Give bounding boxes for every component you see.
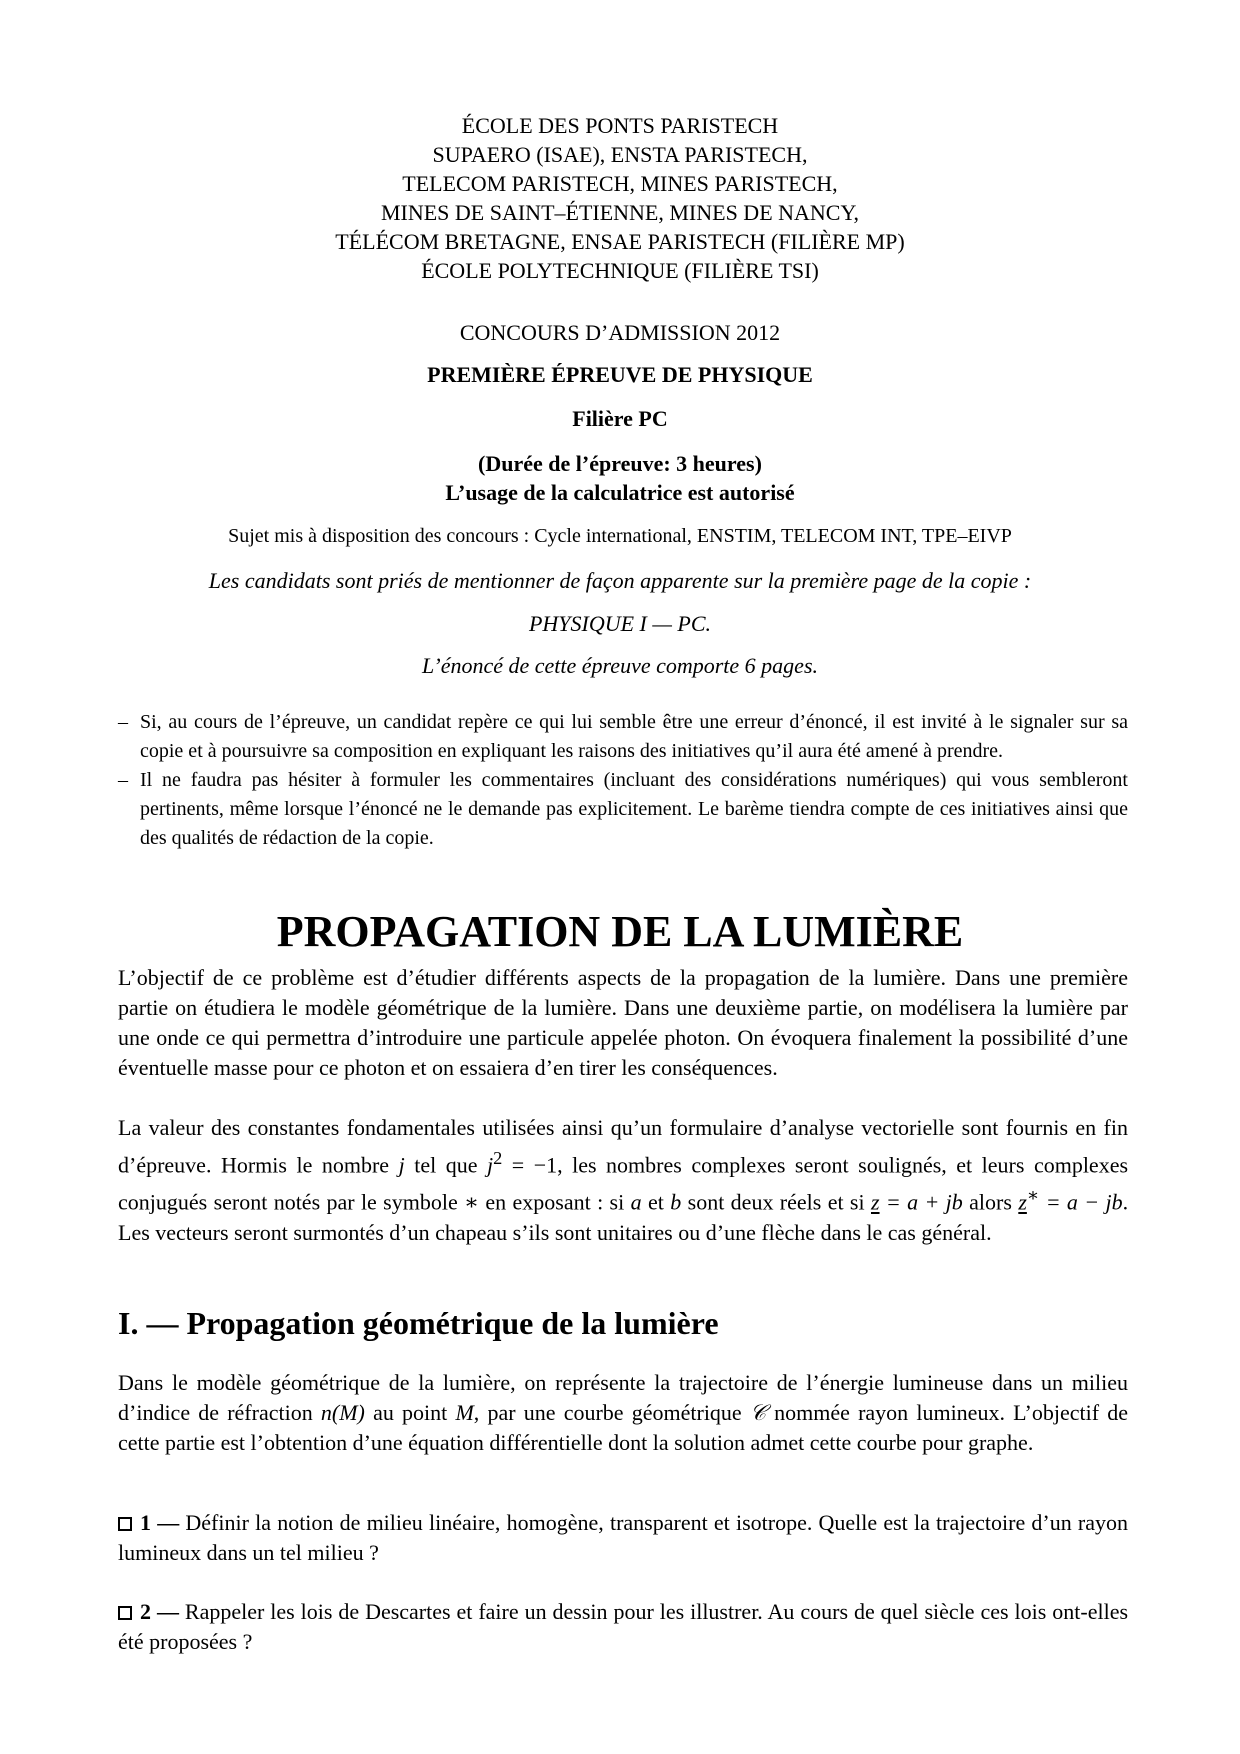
section-title: I. — Propagation géométrique de la lumière (118, 1305, 719, 1341)
school-line: TÉLÉCOM BRETAGNE, ENSAE PARISTECH (FILIÈRE MP) (335, 229, 905, 254)
school-line: ÉCOLE DES PONTS PARISTECH (461, 113, 779, 138)
instructions-list (118, 708, 1128, 853)
school-line: SUPAERO (ISAE), ENSTA PARISTECH, (432, 142, 808, 167)
duration-line: (Durée de l’épreuve: 3 heures) (478, 451, 762, 476)
checkbox-icon (118, 1517, 132, 1531)
filiere-label: Filière PC (572, 406, 668, 431)
school-line: TELECOM PARISTECH, MINES PARISTECH, (402, 171, 838, 196)
concours-line: CONCOURS D’ADMISSION 2012 (459, 320, 781, 345)
instruction-item: – Si, au cours de l’épreuve, un candidat repère ce qui lui semble être une erreur d’énoncé, il est invité à le signaler sur sa copie et à poursuivre sa composition en expliquant les raisons des initiatives qu’il aura été amené à prendre. (118, 708, 1128, 766)
question-number: 2 — (140, 1599, 179, 1624)
sujet-line: Sujet mis à disposition des concours : Cycle international, ENSTIM, TELECOM INT, TPE–EIVP (228, 525, 1012, 547)
school-line: MINES DE SAINT–ÉTIENNE, MINES DE NANCY, (380, 200, 860, 225)
main-title: PROPAGATION DE LA LUMIÈRE (276, 907, 964, 956)
checkbox-icon (118, 1606, 132, 1620)
question-1 (118, 1508, 1128, 1568)
calculator-line: L’usage de la calculatrice est autorisé (445, 480, 795, 505)
question-number: 1 — (140, 1510, 180, 1535)
mention-code: PHYSIQUE I — PC. (528, 611, 712, 636)
mention-line: Les candidats sont priés de mentionner de façon apparente sur la première page de la copie : (208, 568, 1032, 593)
intro-paragraph-1: L’objectif de ce problème est d’étudier différents aspects de la propagation de la lumière. Dans une première partie on étudiera le modèle géométrique de la lumière. Dans une deuxième partie, on modélisera la lumière par une onde ce qui permettra d’introduire une particule appelée photon. On évoquera finalement la possibilité d’une éventuelle masse pour ce photon et on essaiera d’en tirer les conséquences. (118, 965, 1128, 1080)
school-list (0, 111, 1240, 285)
school-line: ÉCOLE POLYTECHNIQUE (FILIÈRE TSI) (421, 258, 819, 283)
question-text: Rappeler les lois de Descartes et faire un dessin pour les illustrer. Au cours de quel siècle ces lois ont-elles été proposées ? (118, 1599, 1129, 1654)
pages-line: L’énoncé de cette épreuve comporte 6 pages. (421, 653, 819, 678)
intro-paragraph-2: La valeur des constantes fondamentales utilisées ainsi qu’un formulaire d’analyse vectorielle sont fournis en fin d’épreuve. Hormis le nombre j tel que $j^2 = -1$, les nombres complexes seront soulignés, et leurs complexes conjugués seront notés par le symbole ∗ en exposant : si a et b sont deux réels et si z = a + jb alors z∗ = a − jb. Les vecteurs seront surmontés d’un chapeau s’ils sont unitaires ou d’une flèche dans le cas général. (118, 1115, 1129, 1245)
question-2 (118, 1597, 1128, 1657)
epreuve-title: PREMIÈRE ÉPREUVE DE PHYSIQUE (427, 362, 813, 387)
section-paragraph: Dans le modèle géométrique de la lumière, on représente la trajectoire de l’énergie lumineuse dans un milieu d’indice de réfraction n(M) au point M, par une courbe géométrique 𝒞 nommée rayon lumineux. L’objectif de cette partie est l’obtention d’une équation différentielle dont la solution admet cette courbe pour graphe. (118, 1370, 1129, 1455)
instruction-item: – Il ne faudra pas hésiter à formuler les commentaires (incluant des considérations numériques) qui vous sembleront pertinents, même lorsque l’énoncé ne le demande pas explicitement. Le barème tiendra compte de ces initiatives ainsi que des qualités de rédaction de la copie. (118, 766, 1128, 853)
question-text: Définir la notion de milieu linéaire, homogène, transparent et isotrope. Quelle est la trajectoire d’un rayon lumineux dans un tel milieu ? (118, 1510, 1129, 1565)
